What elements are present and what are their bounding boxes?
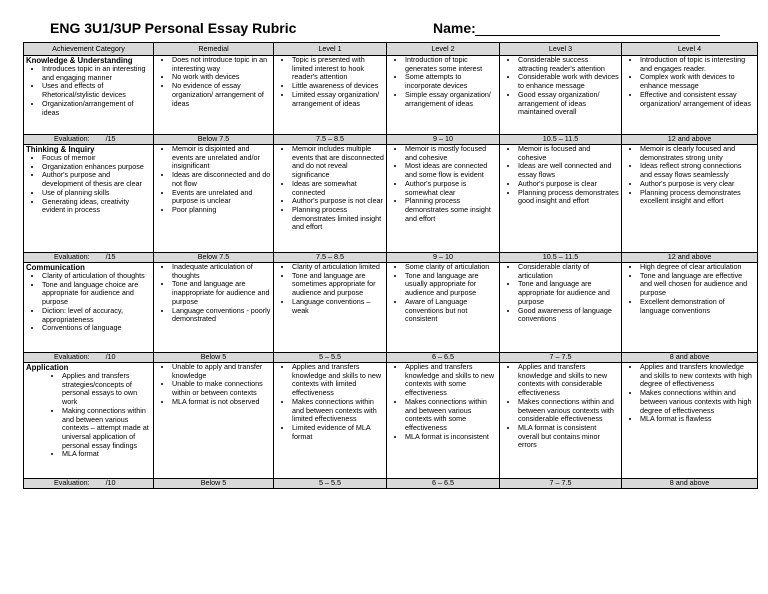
descriptor-item: • Tone and language are usually appropriate for audience and purpose [405, 272, 497, 298]
descriptor-item: • Some clarity of articulation [405, 263, 497, 272]
category-item: • Uses and effects of Rhetorical/stylistic devices [42, 82, 151, 99]
descriptor-list [276, 263, 384, 315]
descriptor-item: • Good awareness of language conventions [518, 307, 619, 324]
descriptor-item: • Author's purpose is not clear [292, 197, 384, 206]
column-header: Level 3 [500, 43, 622, 56]
evaluation-label: Evaluation: [54, 134, 90, 144]
evaluation-label: Evaluation: [54, 352, 90, 362]
descriptor-item: • Excellent demonstration of language conventions [640, 298, 755, 315]
descriptor-list [624, 56, 755, 108]
page-header [50, 20, 730, 42]
descriptor-list [624, 363, 755, 424]
descriptor-item: • Applies and transfers knowledge and skills to new contexts with considerable effectiveness [518, 363, 619, 398]
score-range: 9 – 10 [387, 135, 500, 145]
descriptor-item: • Memoir is clearly focused and demonstrates strong unity [640, 145, 755, 162]
descriptor-item: • Memoir is mostly focused and cohesive [405, 145, 497, 162]
column-header: Level 4 [622, 43, 758, 56]
category-cell [24, 263, 154, 353]
category-item: • Author's purpose and development of thesis are clear [42, 171, 151, 188]
column-header: Remedial [154, 43, 274, 56]
level-cell [274, 263, 387, 353]
descriptor-list [624, 263, 755, 315]
name-line [475, 35, 720, 36]
level-cell [387, 56, 500, 135]
descriptor-item: • Memoir includes multiple events that are disconnected and do not reveal significance [292, 145, 384, 180]
descriptor-item: • Memoir is disjointed and events are unrelated and/or insignificant [172, 145, 271, 171]
level-cell [387, 363, 500, 479]
category-cell [24, 145, 154, 253]
category-list [26, 154, 151, 215]
descriptor-list [389, 145, 497, 223]
descriptor-list [156, 56, 271, 108]
score-range: Below 5 [154, 353, 274, 363]
evaluation-cell [24, 353, 154, 363]
descriptor-item: • Applies and transfers knowledge and skills to new contexts with some effectiveness [405, 363, 497, 398]
descriptor-item: • Clarity of articulation limited [292, 263, 384, 272]
category-title: Communication [26, 263, 85, 272]
descriptor-list [389, 56, 497, 108]
category-title: Application [26, 363, 69, 372]
descriptor-item: • MLA format is flawless [640, 415, 755, 424]
evaluation-label: Evaluation: [54, 478, 90, 488]
evaluation-score: /10 [105, 352, 116, 362]
descriptor-item: • Events are unrelated and purpose is unclear [172, 189, 271, 206]
level-cell [500, 263, 622, 353]
descriptor-item: • Poor planning [172, 206, 271, 215]
level-cell [387, 263, 500, 353]
descriptor-item: • Language conventions – weak [292, 298, 384, 315]
descriptor-item: • Considerable success attracting reader's attention [518, 56, 619, 73]
category-item: • Diction: level of accuracy, appropriateness [42, 307, 151, 324]
descriptor-item: • Complex work with devices to enhance message [640, 73, 755, 90]
descriptor-item: • Planning process demonstrates some insight and effort [405, 197, 497, 223]
category-item: • Introduces topic in an interesting and engaging manner [42, 65, 151, 82]
descriptor-item: • Tone and language are appropriate for audience and purpose [518, 280, 619, 306]
descriptor-item: • Planning process demonstrates excellent insight and effort [640, 189, 755, 206]
name-label: Name: [433, 20, 476, 36]
evaluation-label: Evaluation: [54, 252, 90, 262]
descriptor-list [276, 145, 384, 232]
descriptor-item: • Ideas reflect strong connections and essay flows seamlessly [640, 162, 755, 179]
descriptor-item: • Planning process demonstrates good insight and effort [518, 189, 619, 206]
level-cell [622, 56, 758, 135]
score-range: 5 – 5.5 [274, 353, 387, 363]
evaluation-cell [24, 253, 154, 263]
descriptor-list [502, 56, 619, 117]
descriptor-item: • Considerable work with devices to enhance message [518, 73, 619, 90]
page-title: ENG 3U1/3UP Personal Essay Rubric [50, 20, 297, 36]
column-header: Achievement Category [24, 43, 154, 56]
descriptor-item: • MLA format is not observed [172, 398, 271, 407]
level-cell [500, 145, 622, 253]
category-cell [24, 56, 154, 135]
descriptor-item: • Introduction of topic generates some interest [405, 56, 497, 73]
descriptor-item: • High degree of clear articulation [640, 263, 755, 272]
score-range: 8 and above [622, 353, 758, 363]
descriptor-item: • Considerable clarity of articulation [518, 263, 619, 280]
descriptor-item: • Good essay organization/ arrangement of ideas maintained overall [518, 91, 619, 117]
column-header: Level 2 [387, 43, 500, 56]
evaluation-row [24, 479, 758, 489]
descriptor-item: • MLA format is inconsistent [405, 433, 497, 442]
descriptor-item: • Ideas are well connected and essay flows [518, 162, 619, 179]
category-item: • Organization enhances purpose [42, 163, 151, 172]
category-list [26, 272, 151, 333]
descriptor-item: • Tone and language are effective and well chosen for audience and purpose [640, 272, 755, 298]
descriptor-item: • Applies and transfers knowledge and skills to new contexts with limited effectiveness [292, 363, 384, 398]
category-item: • Use of planning skills [42, 189, 151, 198]
level-cell [622, 145, 758, 253]
evaluation-score: /15 [105, 134, 116, 144]
level-cell [622, 263, 758, 353]
score-range: 8 and above [622, 479, 758, 489]
rubric-row [24, 363, 758, 479]
descriptor-list [276, 56, 384, 108]
category-title: Thinking & Inquiry [26, 145, 95, 154]
category-item: • Clarity of articulation of thoughts [42, 272, 151, 281]
descriptor-list [502, 145, 619, 206]
descriptor-item: • Effective and consistent essay organization/ arrangement of ideas [640, 91, 755, 108]
descriptor-item: • Author's purpose is very clear [640, 180, 755, 189]
descriptor-item: • Makes connections within and between various contexts with high degree of effectiveness [640, 389, 755, 415]
descriptor-item: • Little awareness of devices [292, 82, 384, 91]
level-cell [274, 145, 387, 253]
descriptor-item: • Author's purpose is somewhat clear [405, 180, 497, 197]
score-range: 12 and above [622, 253, 758, 263]
descriptor-list [276, 363, 384, 441]
score-range: 12 and above [622, 135, 758, 145]
evaluation-cell [24, 135, 154, 145]
column-header: Level 1 [274, 43, 387, 56]
category-list [26, 372, 151, 459]
rubric-row [24, 56, 758, 135]
level-cell [622, 363, 758, 479]
category-item: • Applies and transfers strategies/concepts of personal essays to own work [62, 372, 151, 407]
level-cell [274, 56, 387, 135]
descriptor-item: • Author's purpose is clear [518, 180, 619, 189]
descriptor-item: • Unable to apply and transfer knowledge [172, 363, 271, 380]
descriptor-list [389, 263, 497, 324]
descriptor-item: • Most ideas are connected and some flow is evident [405, 162, 497, 179]
category-cell [24, 363, 154, 479]
category-item: • Focus of memoir [42, 154, 151, 163]
score-range: Below 7.5 [154, 135, 274, 145]
evaluation-row [24, 253, 758, 263]
descriptor-item: • Memoir is focused and cohesive [518, 145, 619, 162]
descriptor-item: • Ideas are somewhat connected [292, 180, 384, 197]
level-cell [154, 263, 274, 353]
descriptor-item: • Limited evidence of MLA format [292, 424, 384, 441]
descriptor-list [502, 263, 619, 324]
header-row [24, 43, 758, 56]
evaluation-cell [24, 479, 154, 489]
descriptor-item: • Some attempts to incorporate devices [405, 73, 497, 90]
category-item: • Tone and language choice are appropriate for audience and purpose [42, 281, 151, 307]
descriptor-item: • Planning process demonstrates limited insight and effort [292, 206, 384, 232]
category-list [26, 65, 151, 117]
score-range: 10.5 – 11.5 [500, 253, 622, 263]
descriptor-item: • Does not introduce topic in an interesting way [172, 56, 271, 73]
descriptor-item: • Aware of Language conventions but not consistent [405, 298, 497, 324]
category-item: • Conventions of language [42, 324, 151, 333]
rubric-row [24, 145, 758, 253]
descriptor-list [156, 363, 271, 407]
descriptor-list [624, 145, 755, 206]
score-range: 6 – 6.5 [387, 479, 500, 489]
evaluation-score: /10 [105, 478, 116, 488]
descriptor-item: • Tone and language are inappropriate for audience and purpose [172, 280, 271, 306]
score-range: 7.5 – 8.5 [274, 135, 387, 145]
descriptor-list [389, 363, 497, 441]
evaluation-row [24, 135, 758, 145]
evaluation-row [24, 353, 758, 363]
level-cell [154, 145, 274, 253]
descriptor-list [156, 145, 271, 215]
level-cell [154, 363, 274, 479]
descriptor-item: • Inadequate articulation of thoughts [172, 263, 271, 280]
category-item: • Generating ideas, creativity evident in process [42, 198, 151, 215]
score-range: 7 – 7.5 [500, 479, 622, 489]
descriptor-list [502, 363, 619, 450]
score-range: 5 – 5.5 [274, 479, 387, 489]
descriptor-list [156, 263, 271, 324]
descriptor-item: • MLA format is consistent overall but contains minor errors [518, 424, 619, 450]
score-range: 7 – 7.5 [500, 353, 622, 363]
level-cell [274, 363, 387, 479]
descriptor-item: • Tone and language are sometimes appropriate for audience and purpose [292, 272, 384, 298]
descriptor-item: • No work with devices [172, 73, 271, 82]
descriptor-item: • Simple essay organization/ arrangement of ideas [405, 91, 497, 108]
level-cell [154, 56, 274, 135]
category-item: • Making connections within and between various contexts – attempt made at universal application of personal essay findings [62, 407, 151, 451]
descriptor-item: • Applies and transfers knowledge and skills to new contexts with high degree of effectiveness [640, 363, 755, 389]
descriptor-item: • Introduction of topic is interesting and engages reader. [640, 56, 755, 73]
descriptor-item: • Makes connections within and between various contexts with considerable effectiveness [518, 398, 619, 424]
score-range: 9 – 10 [387, 253, 500, 263]
category-title: Knowledge & Understanding [26, 56, 133, 65]
score-range: Below 7.5 [154, 253, 274, 263]
descriptor-item: • Ideas are disconnected and do not flow [172, 171, 271, 188]
descriptor-item: • Language conventions - poorly demonstrated [172, 307, 271, 324]
evaluation-score: /15 [105, 252, 116, 262]
score-range: 7.5 – 8.5 [274, 253, 387, 263]
descriptor-item: • No evidence of essay organization/ arrangement of ideas [172, 82, 271, 108]
category-item: • Organization/arrangement of ideas [42, 100, 151, 117]
score-range: Below 5 [154, 479, 274, 489]
descriptor-item: • Topic is presented with limited interest to hook reader's attention [292, 56, 384, 82]
descriptor-item: • Limited essay organization/ arrangement of ideas [292, 91, 384, 108]
category-item: • MLA format [62, 450, 151, 459]
rubric-row [24, 263, 758, 353]
level-cell [500, 56, 622, 135]
descriptor-item: • Unable to make connections within or between contexts [172, 380, 271, 397]
descriptor-item: • Makes connections within and between contexts with limited effectiveness [292, 398, 384, 424]
score-range: 6 – 6.5 [387, 353, 500, 363]
rubric-table [23, 42, 758, 489]
score-range: 10.5 – 11.5 [500, 135, 622, 145]
descriptor-item: • Makes connections within and between various contexts with some effectiveness [405, 398, 497, 433]
level-cell [387, 145, 500, 253]
level-cell [500, 363, 622, 479]
